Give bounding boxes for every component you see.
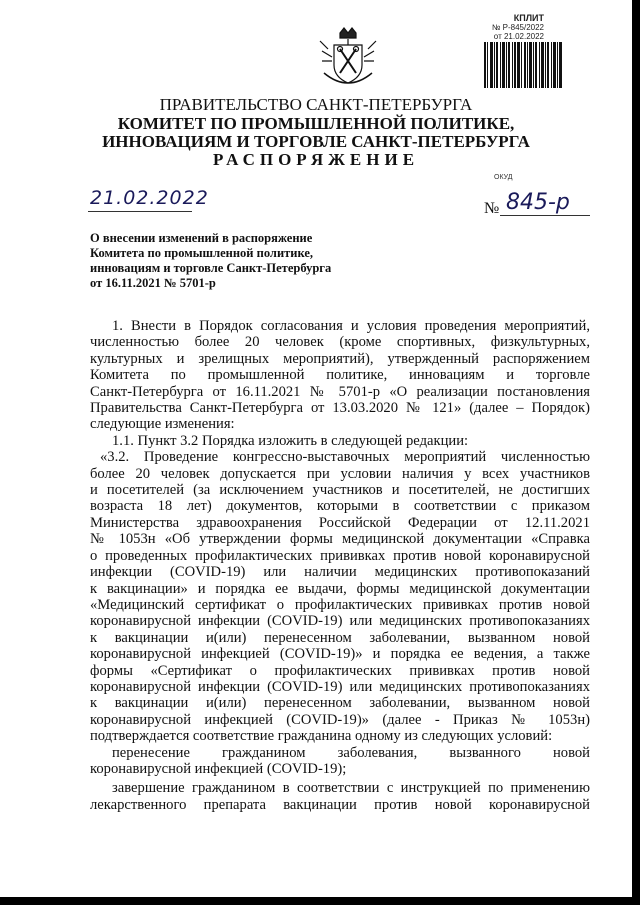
body-line: 1.1. Пункт 3.2 Порядка изложить в следующей редакции: <box>112 432 469 449</box>
subject-line: от 16.11.2021 № 5701-р <box>90 276 216 290</box>
number-label: № <box>484 200 500 217</box>
body-line: Комитета по промышленной политике, инновациям и торговле <box>90 367 590 384</box>
body-line: к вакцинации и(или) перенесенном заболевании, вызванном новой <box>90 695 590 712</box>
stamp-reg-number: № Р-845/2022 <box>491 23 544 32</box>
stamp-org: КПЛИТ <box>513 13 544 23</box>
body-text <box>90 318 590 813</box>
committee-name-line-1: КОМИТЕТ ПО ПРОМЫШЛЕННОЙ ПОЛИТИКЕ, <box>117 114 515 133</box>
body-line: № 1053н «Об утверждении формы медицинской документации «Справка <box>90 531 590 548</box>
body-line: формы «Сертификат о профилактических прививках против новой <box>90 662 590 679</box>
body-line: коронавирусной инфекцией (COVID-19); <box>90 760 347 777</box>
barcode-icon <box>484 42 562 88</box>
body-line: инфекции (COVID-19) или наличии медицинских противопоказаний <box>90 564 590 581</box>
body-line: к вакцинации» и порядка ее выдачи, формы медицинской документации <box>90 580 590 597</box>
body-line: Министерства здравоохранения Российской Федерации от 12.11.2021 <box>90 514 590 531</box>
stamp-date: от 21.02.2022 <box>493 32 544 41</box>
body-line: численностью более 20 человек (кроме спортивных, физкультурных, <box>90 334 590 351</box>
handwritten-date: 21.02.2022 <box>90 187 209 209</box>
body-line: и посетителей (за исключением участников и посетителей, не достигших <box>90 482 590 499</box>
body-line: подтверждается соответствие гражданина одному из следующих условий: <box>90 728 553 745</box>
body-line: культурных и зрелищных мероприятий), утвержденный распоряжением <box>90 350 590 367</box>
body-line: о проведенных профилактических прививках против новой коронавирусной <box>90 547 590 564</box>
body-line: коронавирусной инфекции (COVID-19) или медицинских противопоказаниях <box>90 678 590 695</box>
body-line: следующие изменения: <box>90 416 235 433</box>
body-line: коронавирусной инфекцией (COVID-19)» и порядка ее ведения, а также <box>90 646 590 663</box>
body-line: «Медицинский сертификат о профилактических прививках против новой <box>90 596 590 613</box>
handwritten-number: 845-р <box>506 190 570 215</box>
body-line: 1. Внести в Порядок согласования и условия проведения мероприятий, <box>112 318 590 334</box>
body-line: более 20 человек допускается при условии наличия у всех участников <box>90 465 590 482</box>
subject-line: Комитета по промышленной политике, <box>90 246 314 260</box>
date-underline <box>88 211 192 212</box>
committee-name-line-2: ИННОВАЦИЯМ И ТОРГОВЛЕ САНКТ-ПЕТЕРБУРГА <box>102 132 530 151</box>
body-line: коронавирусной инфекции (COVID-19) или медицинских противопоказаниях <box>90 613 590 630</box>
body-line: лекарственного препарата вакцинации против новой коронавирусной <box>90 796 590 813</box>
document-title: РАСПОРЯЖЕНИЕ <box>212 150 420 169</box>
saint-petersburg-coat-of-arms-icon <box>318 27 378 91</box>
government-name: ПРАВИТЕЛЬСТВО САНКТ-ПЕТЕРБУРГА <box>159 95 473 114</box>
subject-line: инновациям и торговле Санкт-Петербурга <box>90 261 332 275</box>
registration-stamp <box>492 14 544 41</box>
body-line: завершение гражданином в соответствии с инструкцией по применению <box>112 780 590 797</box>
body-line: Санкт-Петербурга от 16.11.2021 № 5701-р «О реализации постановления <box>90 383 590 400</box>
body-line: «3.2. Проведение конгрессно-выставочных мероприятий численностью <box>100 449 590 466</box>
subject-block <box>90 231 331 291</box>
body-line: Правительства Санкт-Петербурга от 13.03.2020 № 121» (далее – Порядок) <box>90 400 590 417</box>
body-line: коронавирусной инфекцией (COVID-19)» (далее - Приказ № 1053н) <box>90 711 590 728</box>
okud-label: ОКУД <box>494 174 513 181</box>
number-underline <box>500 215 590 216</box>
body-line: к вакцинации и(или) перенесенном заболевании, вызванном новой <box>90 629 590 646</box>
body-line: возраста 18 лет) документов, которыми в соответствии с приказом <box>90 498 590 515</box>
body-line: перенесение гражданином заболевания, вызванного новой <box>112 744 590 761</box>
subject-line: О внесении изменений в распоряжение <box>90 231 313 245</box>
